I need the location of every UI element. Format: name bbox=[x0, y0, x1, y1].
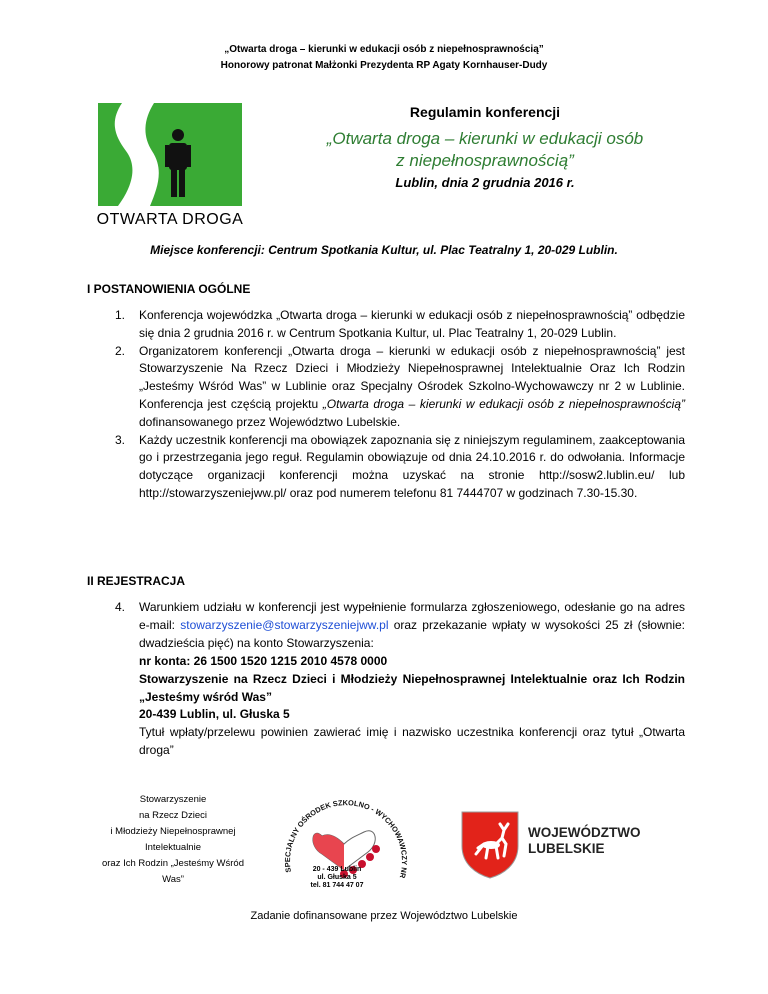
logo-text: OTWARTA DROGA bbox=[96, 211, 244, 228]
email-link[interactable]: stowarzyszenie@stowarzyszeniejww.pl bbox=[180, 617, 389, 632]
school-phone: tel. 81 744 47 07 bbox=[310, 882, 364, 889]
association-address: 20-439 Lublin, ul. Głuska 5 bbox=[139, 707, 290, 722]
section-1-list bbox=[115, 307, 685, 503]
list-item: 4. Warunkiem udziału w konferencji jest wypełnienie formularza zgłoszeniowego, odesłanie go na adres e-mail: stowarzyszenie@stowarzyszeniejww.pl oraz przekazanie wpłaty w wysokości 25 zł (słownie: dwadzieścia pięć) na konto Stowarzyszenia: bbox=[115, 600, 685, 650]
region-shield bbox=[458, 808, 522, 880]
region-name bbox=[528, 825, 640, 857]
association-logo-text: Stowarzyszenie na Rzecz Dzieci i Młodzieży Niepełnosprawnej Intelektualnie oraz Ich Rodzin „Jesteśmy Wśród Was” bbox=[101, 794, 244, 885]
deer-shield-icon bbox=[458, 808, 522, 880]
association-name: Stowarzyszenie na Rzecz Dzieci i Młodzieży Niepełnosprawnej Intelektualnie oraz Ich Rodzin „Jesteśmy wśród Was” bbox=[139, 671, 685, 704]
header-line-2: Honorowy patronat Małżonki Prezydenta RP Agaty Kornhauser-Dudy bbox=[220, 60, 548, 71]
transfer-note: Tytuł wpłaty/przelewu powinien zawierać imię i nazwisko uczestnika konferencji oraz tytuł „Otwarta droga” bbox=[139, 725, 685, 757]
school-address-2: ul. Głuska 5 bbox=[317, 874, 357, 881]
item-text-end: dofinansowanego przez Województwo Lubelskie. bbox=[139, 414, 401, 429]
list-item: 3. Każdy uczestnik konferencji ma obowiązek zapoznania się z niniejszym regulaminem, zaakceptowania go i przestrzegania jego reguł. Regulamin obowiązuje od dnia 24.10.2016 r. do odwołania. Informacje dotyczące organizacji konferencji można uzyskać na stronie http://sosw2.lublin.eu/ lub http://stowarzyszeniejww.pl/ oraz pod numerem telefonu 81 7444707 w godzinach 7.30-15.30. bbox=[115, 432, 685, 500]
region-line-2: LUBELSKIE bbox=[528, 841, 605, 856]
item-text: Każdy uczestnik konferencji ma obowiązek zapoznania się z niniejszym regulaminem, zaakceptowania go i przestrzegania jego reguł. Regulamin obowiązuje od dnia 24.10.2016 r. do odwołania. Informacje dotyczące organizacji konferencji można uzyskać na stronie http://sosw2.lublin.eu/ lub http://stowarzyszeniejww.pl/ oraz pod numerem telefonu 81 7444707 w godzinach 7.30-15.30. bbox=[139, 432, 685, 500]
school-address-1: 20 - 439 Lublin bbox=[312, 866, 362, 873]
school-logo bbox=[282, 788, 412, 896]
item-text: Organizatorem konferencji „Otwarta droga – kierunki w edukacji osób z niepełnosprawnością” jest Stowarzyszenie Na Rzecz Dzieci i Młodzieży Niepełnosprawnej Intelektualnie Oraz Ich Rodzin „Jesteśmy Wśród Was” w Lublinie oraz Specjalny Ośrodek Szkolno-Wychowawczy nr 2 w Lublinie. Konferencja jest częścią projektu bbox=[139, 343, 685, 411]
header-line-1: „Otwarta droga – kierunki w edukacji osób z niepełnosprawnością” bbox=[224, 44, 544, 55]
conference-title-line-2: z niepełnosprawnością” bbox=[396, 151, 574, 170]
list-item: 1. Konferencja wojewódzka „Otwarta droga – kierunki w edukacji osób z niepełnosprawnością” odbędzie się dnia 2 grudnia 2016 r. w Centrum Spotkania Kultur, ul. Plac Teatralny 1, 20-029 Lublin. bbox=[115, 308, 685, 340]
conference-title bbox=[320, 128, 650, 172]
region-line-1: WOJEWÓDZTWO bbox=[528, 825, 641, 840]
conference-title-line-1: „Otwarta droga – kierunki w edukacji osób bbox=[326, 129, 644, 148]
footer-funding: Zadanie dofinansowane przez Województwo Lubelskie bbox=[250, 910, 518, 922]
venue-line: Miejsce konferencji: Centrum Spotkania Kultur, ul. Plac Teatralny 1, 20-029 Lublin. bbox=[150, 243, 618, 257]
list-item: 2. Organizatorem konferencji „Otwarta droga – kierunki w edukacji osób z niepełnosprawnością” jest Stowarzyszenie Na Rzecz Dzieci i Młodzieży Niepełnosprawnej Intelektualnie Oraz Ich Rodzin „Jesteśmy Wśród Was” w Lublinie oraz Specjalny Ośrodek Szkolno-Wychowawczy nr 2 w Lublinie. Konferencja jest częścią projektu „Otwarta droga – kierunki w edukacji osób z niepełnosprawnością” dofinansowanego przez Województwo Lubelskie. bbox=[115, 343, 685, 429]
item-text: Warunkiem udziału w konferencji jest wypełnienie formularza zgłoszeniowego, odesłanie go na adres e-mail: bbox=[139, 600, 685, 632]
section-1-title: I POSTANOWIENIA OGÓLNE bbox=[87, 282, 251, 296]
page-title: Regulamin konferencji bbox=[409, 104, 561, 120]
payment-details bbox=[139, 653, 685, 760]
otwarta-droga-logo bbox=[92, 103, 248, 233]
item-text: Konferencja wojewódzka „Otwarta droga – kierunki w edukacji osób z niepełnosprawnością” odbędzie się dnia 2 grudnia 2016 r. w Centrum Spotkania Kultur, ul. Plac Teatralny 1, 20-029 Lublin. bbox=[139, 308, 685, 340]
section-2-list bbox=[115, 599, 685, 652]
conference-date: Lublin, dnia 2 grudnia 2016 r. bbox=[395, 175, 575, 190]
school-arc-text: SPECJALNY OŚRODEK SZKOLNO - WYCHOWAWCZY NR bbox=[282, 798, 410, 880]
section-2-title: II REJESTRACJA bbox=[87, 574, 186, 588]
account-number: nr konta: 26 1500 1520 1215 2010 4578 0000 bbox=[139, 654, 388, 668]
project-name: „Otwarta droga – kierunki w edukacji osób z niepełnosprawnością” bbox=[322, 396, 685, 411]
item-text-end: oraz przekazanie wpłaty w wysokości 25 zł (słownie: dwadzieścia pięć) na konto Stowarzyszenia: bbox=[139, 617, 685, 650]
